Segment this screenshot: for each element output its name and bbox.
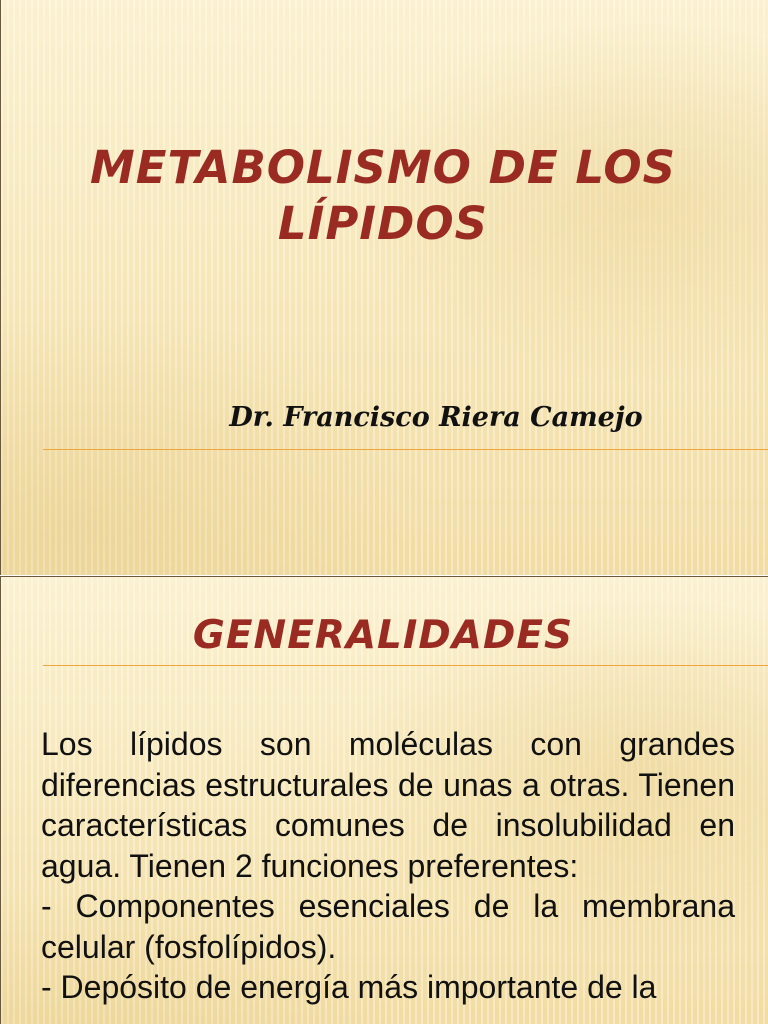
slide-heading: GENERALIDADES [192,613,574,658]
slide-title: METABOLISMO DE LOS LÍPIDOS [89,141,677,250]
generalidades-slide [0,576,768,1024]
slide-body [41,724,735,1008]
intro-paragraph: Los lípidos son moléculas con grandes diferencias estructurales de unas a otras. Tienen características comunes de insolubilidad en agua. Tienen 2 funciones preferentes: [41,726,735,884]
bullet-item: - Componentes esenciales de la membrana celular (fosfolípidos). [41,888,735,965]
heading-divider [43,665,768,666]
bullet-item: - Depósito de energía más importante de la [41,969,657,1005]
title-divider [43,449,768,450]
author-name: Dr. Francisco Riera Camejo [229,402,643,433]
